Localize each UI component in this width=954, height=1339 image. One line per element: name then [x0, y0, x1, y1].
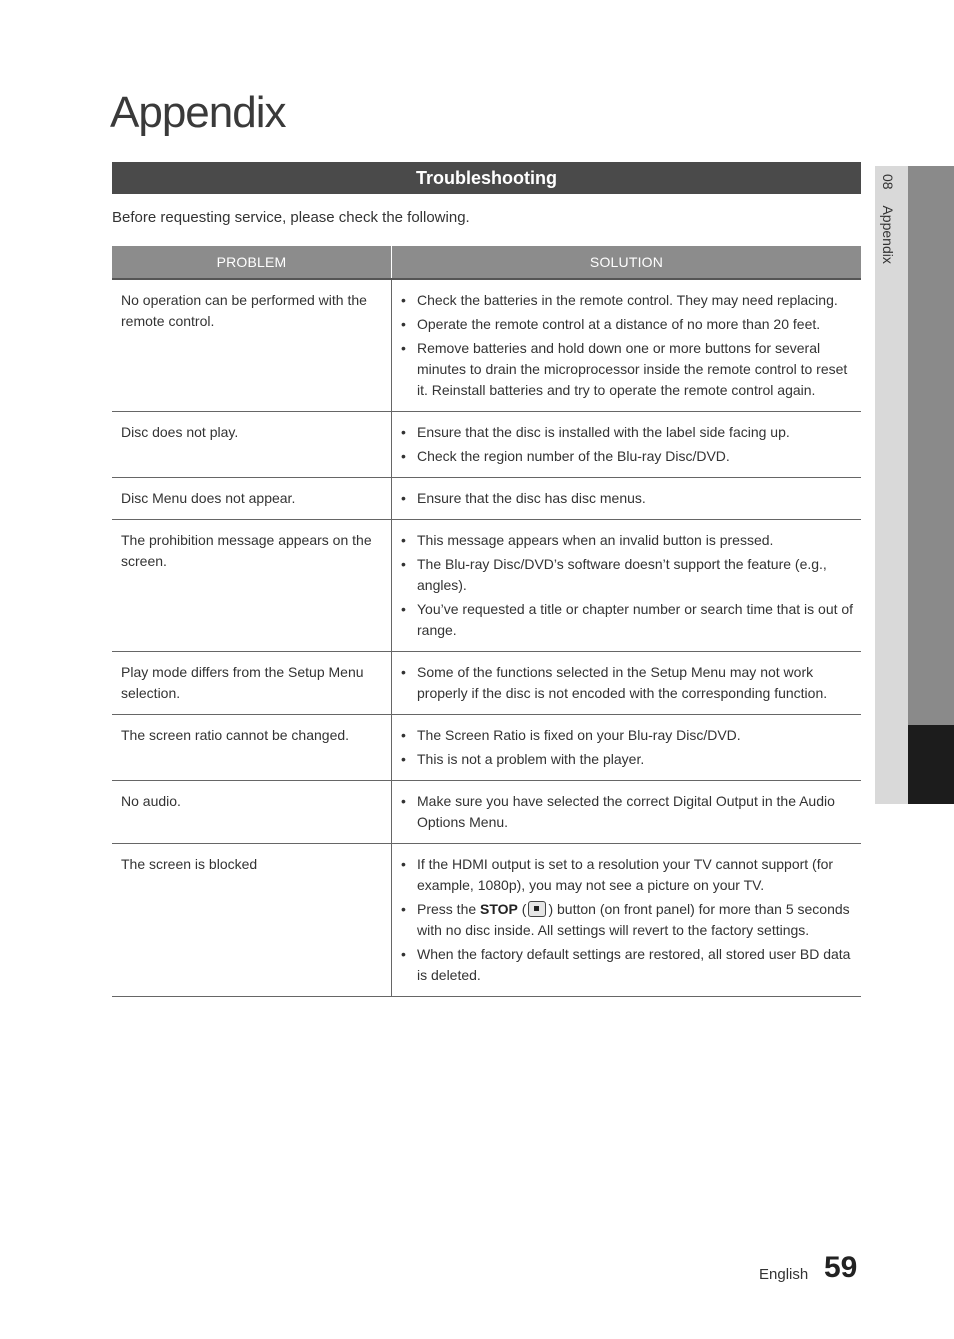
side-tab-label — [880, 174, 896, 264]
solution-cell — [392, 652, 862, 715]
table-row — [112, 520, 861, 652]
solution-item: • This message appears when an invalid button is pressed. — [400, 530, 859, 551]
side-tab-marker — [908, 725, 954, 804]
solution-cell — [392, 520, 862, 652]
solution-item: • Check the batteries in the remote control. They may need replacing. — [400, 290, 859, 311]
chapter-name: Appendix — [880, 205, 896, 264]
problem-cell: Play mode differs from the Setup Menu selection. — [112, 652, 392, 715]
table-row — [112, 781, 861, 844]
solution-list — [400, 290, 859, 401]
solution-item: • The Screen Ratio is fixed on your Blu-ray Disc/DVD. — [400, 725, 859, 746]
solution-item: • The Blu-ray Disc/DVD’s software doesn’t support the feature (e.g., angles). — [400, 554, 859, 596]
chapter-number: 08 — [880, 174, 896, 190]
table-row — [112, 412, 861, 478]
solution-item-stop — [400, 899, 859, 941]
side-tab-strip — [908, 166, 954, 725]
solution-list — [400, 791, 859, 833]
stop-button-icon — [528, 901, 546, 917]
page-number: 59 — [824, 1251, 858, 1284]
page-title: Appendix — [110, 88, 286, 137]
solution-cell — [392, 781, 862, 844]
solution-item: • Ensure that the disc is installed with the label side facing up. — [400, 422, 859, 443]
problem-cell: Disc Menu does not appear. — [112, 478, 392, 520]
solution-cell — [392, 844, 862, 997]
problem-cell: The screen ratio cannot be changed. — [112, 715, 392, 781]
stop-open-paren: ( — [517, 901, 527, 917]
header-solution: SOLUTION — [392, 246, 862, 279]
solution-item: • Remove batteries and hold down one or more buttons for several minutes to drain the microprocessor inside the remote control to reset it. Reinstall batteries and try to operate the remote control again. — [400, 338, 859, 401]
solution-cell — [392, 478, 862, 520]
section-heading: Troubleshooting — [112, 162, 861, 194]
stop-suffix: ) button (on front panel) for more than 5 seconds with no disc inside. All settings will revert to the factory settings. — [417, 901, 850, 938]
solution-item: • When the factory default settings are restored, all stored user BD data is deleted. — [400, 944, 859, 986]
table-row — [112, 279, 861, 412]
solution-item: • Check the region number of the Blu-ray Disc/DVD. — [400, 446, 859, 467]
problem-cell: The screen is blocked — [112, 844, 392, 997]
solution-item: • This is not a problem with the player. — [400, 749, 859, 770]
problem-cell: No operation can be performed with the remote control. — [112, 279, 392, 412]
solution-item: • Operate the remote control at a distance of no more than 20 feet. — [400, 314, 859, 335]
header-problem: PROBLEM — [112, 246, 392, 279]
solution-item: • Some of the functions selected in the Setup Menu may not work properly if the disc is not encoded with the corresponding function. — [400, 662, 859, 704]
solution-cell — [392, 715, 862, 781]
table-row — [112, 652, 861, 715]
solution-list — [400, 422, 859, 467]
table-row — [112, 478, 861, 520]
solution-list — [400, 488, 859, 509]
stop-key-label: STOP — [480, 901, 518, 917]
problem-cell: Disc does not play. — [112, 412, 392, 478]
stop-prefix: Press the — [417, 901, 481, 917]
footer-language: English — [759, 1266, 809, 1283]
solution-cell — [392, 412, 862, 478]
solution-list — [400, 530, 859, 641]
problem-cell: No audio. — [112, 781, 392, 844]
problem-cell: The prohibition message appears on the screen. — [112, 520, 392, 652]
solution-item: • You’ve requested a title or chapter number or search time that is out of range. — [400, 599, 859, 641]
solution-item: • If the HDMI output is set to a resolution your TV cannot support (for example, 1080p), you may not see a picture on your TV. — [400, 854, 859, 896]
solution-list — [400, 854, 859, 986]
table-row — [112, 844, 861, 997]
solution-item: • Make sure you have selected the correct Digital Output in the Audio Options Menu. — [400, 791, 859, 833]
solution-cell — [392, 279, 862, 412]
table-header-row — [112, 246, 861, 279]
solution-list — [400, 662, 859, 704]
table-row — [112, 715, 861, 781]
solution-list — [400, 725, 859, 770]
intro-text: Before requesting service, please check the following. — [112, 209, 470, 226]
troubleshooting-table — [112, 246, 861, 997]
solution-item: • Ensure that the disc has disc menus. — [400, 488, 859, 509]
